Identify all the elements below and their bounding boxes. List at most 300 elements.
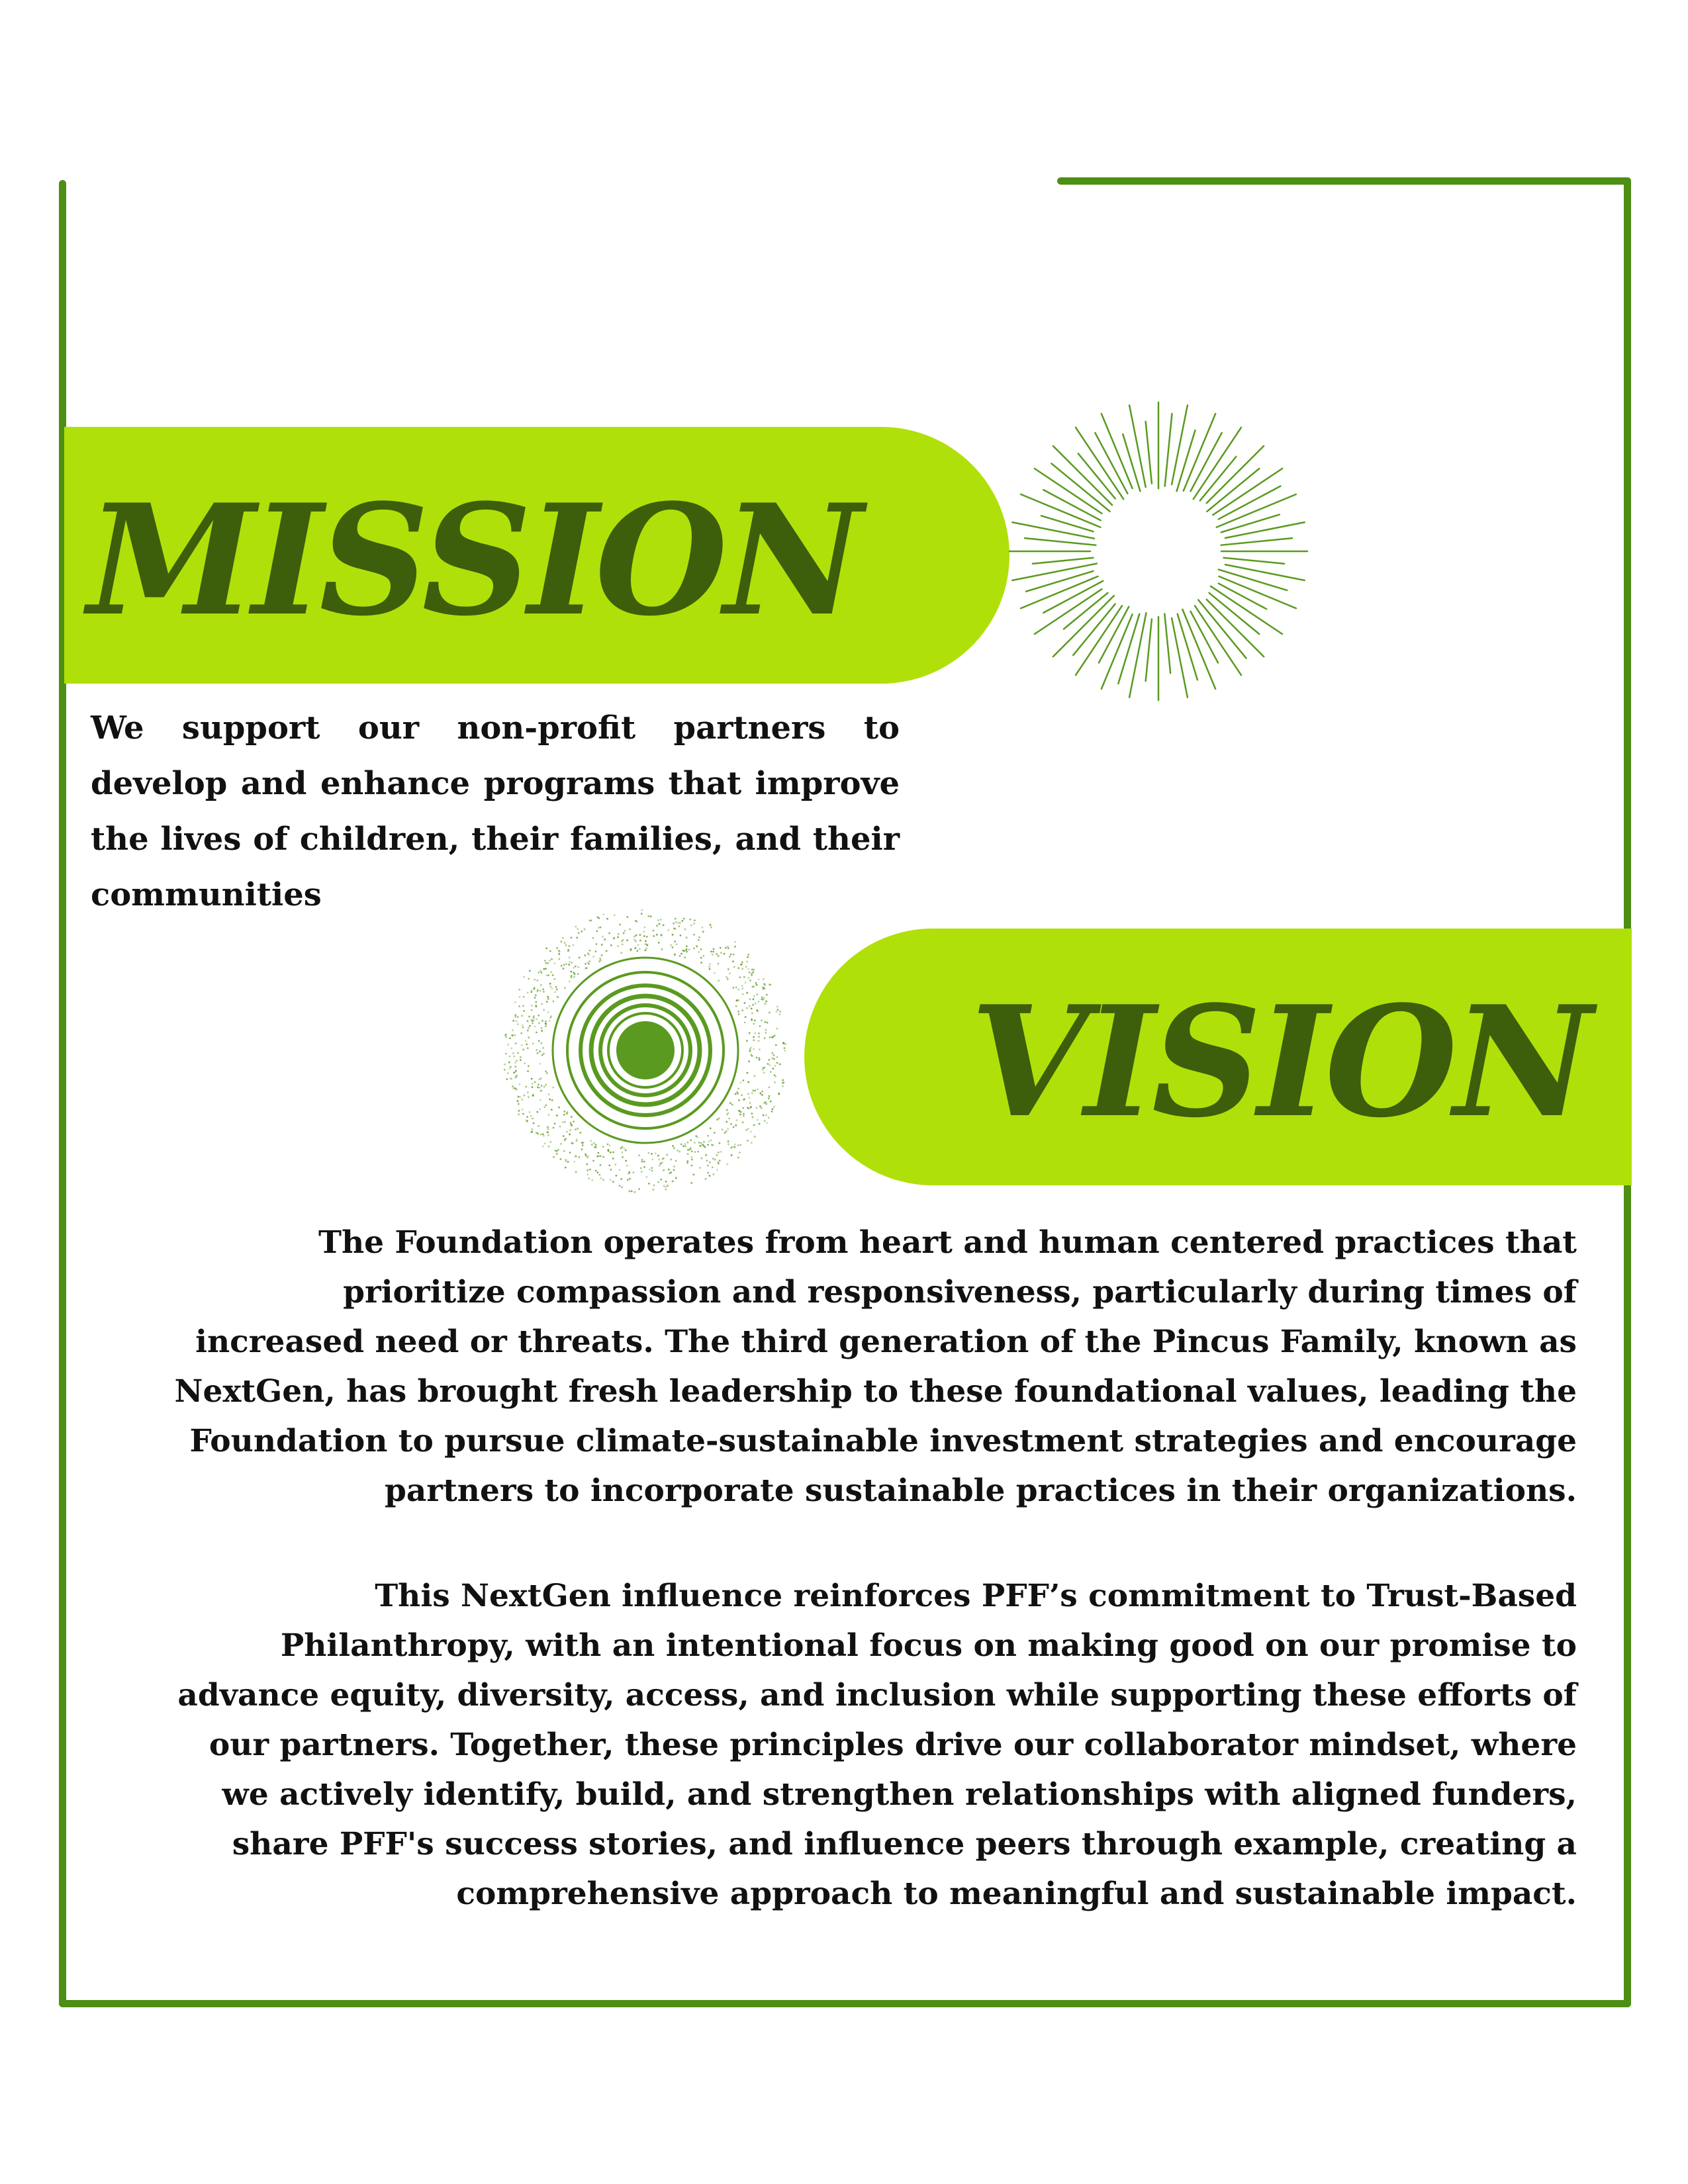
sunburst-ray bbox=[1012, 564, 1097, 580]
halo-dot bbox=[547, 1134, 549, 1136]
halo-dot bbox=[563, 1111, 565, 1113]
halo-dot bbox=[698, 1142, 700, 1144]
halo-dot bbox=[698, 951, 700, 953]
halo-dot bbox=[771, 1052, 773, 1054]
halo-dot bbox=[648, 1183, 650, 1185]
halo-dot bbox=[571, 1116, 573, 1118]
halo-dot bbox=[599, 927, 601, 929]
halo-dot bbox=[717, 1161, 719, 1163]
halo-dot bbox=[737, 1087, 739, 1089]
halo-dot bbox=[575, 1171, 577, 1173]
halo-dot bbox=[536, 1132, 538, 1134]
halo-dot bbox=[531, 1078, 533, 1080]
halo-dot bbox=[560, 940, 562, 942]
halo-dot bbox=[523, 1010, 525, 1012]
halo-dot bbox=[752, 1116, 754, 1118]
halo-dot bbox=[673, 1169, 675, 1171]
halo-dot bbox=[659, 1165, 661, 1167]
halo-dot bbox=[541, 1020, 543, 1022]
halo-dot bbox=[586, 967, 588, 969]
halo-dot bbox=[772, 1108, 774, 1110]
halo-dot bbox=[629, 1171, 631, 1173]
halo-dot bbox=[727, 1128, 729, 1130]
halo-dot bbox=[538, 1015, 539, 1017]
halo-dot bbox=[645, 948, 647, 950]
halo-dot bbox=[777, 1009, 779, 1011]
halo-dot bbox=[550, 971, 552, 973]
halo-dot bbox=[589, 919, 591, 921]
halo-dot bbox=[754, 1075, 756, 1077]
halo-dot bbox=[756, 1057, 758, 1059]
halo-dot bbox=[737, 1157, 739, 1159]
halo-dot bbox=[750, 1131, 752, 1133]
halo-dot bbox=[563, 1150, 565, 1152]
frame-top-border bbox=[1057, 177, 1631, 185]
sunburst-ray bbox=[1012, 522, 1094, 539]
halo-dot bbox=[665, 1181, 667, 1183]
halo-dot bbox=[577, 973, 579, 975]
halo-dot bbox=[527, 1020, 529, 1022]
halo-dot bbox=[643, 935, 645, 937]
halo-dot bbox=[541, 972, 543, 974]
halo-dot bbox=[746, 992, 748, 994]
halo-dot bbox=[737, 967, 739, 969]
halo-dot bbox=[779, 1011, 781, 1013]
halo-dot bbox=[545, 974, 547, 976]
halo-dot bbox=[769, 1086, 771, 1088]
halo-dot bbox=[559, 1126, 561, 1128]
halo-dot bbox=[539, 1077, 541, 1079]
halo-dot bbox=[672, 1181, 674, 1183]
halo-dot bbox=[526, 1044, 528, 1046]
halo-dot bbox=[674, 954, 676, 956]
halo-dot bbox=[749, 972, 751, 974]
halo-dot bbox=[516, 1021, 518, 1023]
sunburst-ray bbox=[1146, 619, 1152, 682]
halo-dot bbox=[558, 953, 560, 955]
halo-dot bbox=[656, 934, 658, 936]
halo-dot bbox=[579, 1132, 581, 1134]
halo-dot bbox=[629, 929, 631, 931]
halo-dot bbox=[564, 1121, 566, 1123]
halo-dot bbox=[737, 989, 739, 991]
halo-dot bbox=[707, 1172, 709, 1174]
halo-dot bbox=[577, 928, 579, 930]
halo-dot bbox=[751, 1142, 753, 1144]
halo-dot bbox=[686, 936, 688, 938]
halo-dot bbox=[713, 948, 715, 950]
halo-dot bbox=[709, 1161, 711, 1163]
halo-dot bbox=[711, 1144, 713, 1146]
halo-dot bbox=[556, 1153, 558, 1155]
halo-dot bbox=[548, 1114, 550, 1116]
halo-dot bbox=[571, 962, 573, 964]
halo-dot bbox=[655, 1152, 657, 1154]
halo-dot bbox=[622, 943, 624, 945]
halo-dot bbox=[519, 1096, 521, 1098]
halo-dot bbox=[707, 1135, 709, 1137]
halo-dot bbox=[757, 1119, 759, 1121]
halo-dot bbox=[762, 1069, 764, 1071]
halo-dot bbox=[513, 1056, 515, 1058]
halo-dot bbox=[641, 909, 643, 911]
halo-dot bbox=[576, 937, 578, 939]
halo-dot bbox=[536, 1032, 538, 1034]
halo-dot bbox=[527, 1047, 529, 1049]
halo-dot bbox=[718, 955, 720, 957]
halo-dot bbox=[640, 1167, 642, 1169]
halo-dot bbox=[613, 938, 615, 940]
halo-dot bbox=[675, 921, 677, 923]
halo-dot bbox=[693, 934, 695, 936]
halo-dot bbox=[609, 1144, 611, 1146]
halo-dot bbox=[690, 1147, 692, 1149]
halo-dot bbox=[525, 1040, 527, 1042]
halo-dot bbox=[749, 1032, 751, 1034]
halo-dot bbox=[602, 1146, 604, 1148]
halo-dot bbox=[706, 1160, 708, 1161]
halo-dot bbox=[705, 1178, 707, 1180]
sunburst-ray bbox=[1025, 538, 1096, 545]
halo-dot bbox=[543, 1053, 545, 1055]
halo-dot bbox=[586, 1163, 588, 1165]
halo-dot bbox=[676, 943, 678, 945]
halo-dot bbox=[643, 1161, 645, 1163]
halo-dot bbox=[673, 1148, 675, 1150]
halo-dot bbox=[571, 936, 573, 938]
halo-dot bbox=[769, 1036, 771, 1038]
halo-dot bbox=[660, 1179, 662, 1181]
halo-dot bbox=[657, 1155, 659, 1157]
halo-dot bbox=[739, 976, 741, 978]
halo-dot bbox=[526, 1120, 528, 1122]
halo-dot bbox=[553, 1127, 555, 1129]
halo-dot bbox=[531, 1009, 533, 1011]
halo-dot bbox=[696, 945, 698, 947]
halo-dot bbox=[752, 1089, 754, 1091]
halo-dot bbox=[694, 919, 696, 921]
halo-dot bbox=[729, 973, 731, 975]
halo-dot bbox=[784, 1043, 786, 1045]
halo-dot bbox=[550, 1015, 552, 1017]
halo-dot bbox=[541, 1054, 543, 1056]
halo-dot bbox=[665, 1186, 667, 1188]
halo-dot bbox=[515, 1076, 517, 1078]
halo-dot bbox=[540, 984, 542, 986]
halo-dot bbox=[708, 966, 710, 968]
halo-dot bbox=[547, 1126, 549, 1128]
halo-dot bbox=[686, 948, 688, 950]
halo-dot bbox=[745, 1129, 747, 1131]
halo-dot bbox=[602, 936, 604, 938]
halo-dot bbox=[566, 1131, 568, 1133]
halo-dot bbox=[702, 955, 704, 957]
halo-dot bbox=[637, 944, 639, 946]
halo-dot bbox=[569, 956, 571, 958]
halo-dot bbox=[546, 1131, 548, 1133]
halo-dot bbox=[763, 1115, 765, 1116]
halo-dot bbox=[641, 1159, 643, 1161]
halo-dot bbox=[741, 961, 743, 963]
halo-dot bbox=[627, 1179, 629, 1181]
halo-dot bbox=[522, 1005, 524, 1007]
halo-dot bbox=[588, 1177, 590, 1179]
halo-dot bbox=[527, 1030, 529, 1032]
halo-dot bbox=[539, 1087, 541, 1089]
halo-dot bbox=[567, 1111, 569, 1113]
halo-dot bbox=[586, 1169, 588, 1171]
halo-dot bbox=[518, 1096, 520, 1098]
halo-dot bbox=[686, 945, 688, 947]
halo-dot bbox=[740, 1111, 742, 1113]
sunburst-ray bbox=[1053, 446, 1112, 505]
halo-dot bbox=[764, 984, 766, 986]
halo-dot bbox=[538, 1040, 540, 1042]
halo-dot bbox=[545, 1021, 547, 1023]
halo-dot bbox=[512, 1052, 514, 1054]
halo-dot bbox=[651, 1170, 653, 1172]
halo-dot bbox=[700, 948, 702, 950]
halo-dot bbox=[710, 927, 712, 929]
sunburst-ray bbox=[1221, 538, 1292, 545]
vision-paragraph-2: This NextGen influence reinforces PFF’s commitment to Trust-Based Philanthropy, with an intentional focus on making good on our promise to advance equity, diversity, access, and inclusion while supporting these efforts of our partners. Together, these principles drive our collaborator mindset, where we actively identify, build, and strengthen relationships with aligned funders, share PFF's success stories, and influence peers through example, creating a comprehensive approach to meaningful and sustainable impact. bbox=[177, 1578, 1577, 1912]
halo-dot bbox=[656, 925, 658, 927]
halo-dot bbox=[600, 1177, 602, 1179]
halo-dot bbox=[619, 1169, 621, 1171]
halo-dot bbox=[574, 974, 576, 976]
halo-dot bbox=[680, 934, 682, 936]
halo-dot bbox=[534, 1081, 536, 1083]
halo-dot bbox=[751, 1013, 753, 1015]
halo-dot bbox=[597, 1152, 599, 1154]
halo-dot bbox=[652, 1189, 654, 1191]
halo-dot bbox=[755, 1003, 757, 1005]
halo-dot bbox=[567, 950, 569, 952]
halo-dot bbox=[641, 913, 643, 915]
halo-dot bbox=[767, 1063, 769, 1065]
halo-dot bbox=[577, 966, 579, 968]
halo-dot bbox=[505, 1053, 507, 1055]
halo-dot bbox=[738, 1099, 740, 1101]
halo-dot bbox=[754, 1019, 756, 1021]
halo-dot bbox=[595, 1146, 597, 1148]
halo-dot bbox=[507, 1044, 509, 1046]
halo-dot bbox=[588, 960, 590, 962]
halo-dot bbox=[638, 1188, 640, 1190]
halo-dot bbox=[724, 953, 726, 955]
halo-dot bbox=[733, 1126, 735, 1128]
halo-dot bbox=[755, 982, 757, 984]
halo-dot bbox=[727, 948, 729, 950]
halo-dot bbox=[644, 949, 646, 951]
halo-dot bbox=[542, 989, 544, 991]
halo-dot bbox=[753, 1048, 755, 1050]
halo-dot bbox=[677, 1150, 679, 1152]
halo-dot bbox=[544, 1142, 546, 1144]
halo-dot bbox=[778, 1093, 780, 1095]
halo-dot bbox=[549, 1141, 551, 1143]
halo-dot bbox=[536, 1005, 538, 1007]
halo-dot bbox=[610, 1179, 612, 1181]
halo-dot bbox=[508, 1062, 510, 1064]
halo-dot bbox=[740, 964, 742, 966]
halo-dot bbox=[748, 977, 750, 979]
halo-dot bbox=[570, 971, 572, 973]
halo-dot bbox=[747, 1140, 749, 1142]
halo-dot bbox=[651, 1153, 653, 1155]
halo-dot bbox=[751, 973, 753, 975]
halo-dot bbox=[530, 1019, 532, 1021]
halo-dot bbox=[772, 1068, 774, 1069]
halo-dot bbox=[677, 922, 679, 924]
halo-dot bbox=[596, 1156, 598, 1158]
halo-dot bbox=[549, 1099, 551, 1101]
halo-dot bbox=[532, 1042, 534, 1044]
halo-dot bbox=[764, 1003, 766, 1005]
halo-dot bbox=[767, 1022, 769, 1024]
halo-dot bbox=[743, 976, 745, 978]
halo-dot bbox=[779, 1064, 781, 1066]
halo-dot bbox=[547, 962, 549, 964]
halo-dot bbox=[720, 947, 722, 949]
halo-dot bbox=[727, 978, 729, 980]
halo-dot bbox=[573, 967, 575, 969]
halo-dot bbox=[599, 958, 601, 960]
halo-dot bbox=[532, 1118, 534, 1120]
halo-dot bbox=[517, 1023, 519, 1025]
halo-dot bbox=[771, 1058, 773, 1060]
halo-dot bbox=[635, 940, 637, 942]
halo-dot bbox=[563, 1114, 565, 1116]
halo-dot bbox=[697, 1151, 699, 1153]
halo-dot bbox=[554, 962, 556, 964]
halo-dot bbox=[575, 926, 577, 928]
halo-dot bbox=[698, 936, 700, 938]
halo-dot bbox=[724, 1132, 726, 1134]
halo-dot bbox=[541, 1027, 543, 1029]
halo-dot bbox=[549, 960, 551, 962]
halo-dot bbox=[736, 1119, 738, 1121]
halo-dot bbox=[771, 1111, 773, 1113]
halo-dot bbox=[643, 931, 645, 933]
halo-dot bbox=[719, 1160, 721, 1161]
halo-dot bbox=[714, 1132, 716, 1134]
halo-dot bbox=[633, 1191, 635, 1193]
halo-dot bbox=[775, 1044, 777, 1046]
halo-dot bbox=[678, 925, 680, 927]
halo-dot bbox=[733, 954, 735, 956]
halo-dot bbox=[548, 1093, 550, 1095]
halo-dot bbox=[763, 997, 765, 999]
halo-dot bbox=[773, 1106, 775, 1108]
halo-dot bbox=[693, 1173, 695, 1175]
halo-dot bbox=[680, 1144, 682, 1146]
halo-dot bbox=[712, 954, 714, 956]
halo-dot bbox=[555, 986, 557, 988]
halo-dot bbox=[770, 1071, 772, 1073]
halo-dot bbox=[542, 1047, 544, 1049]
halo-dot bbox=[756, 1009, 758, 1011]
halo-dot bbox=[778, 1013, 780, 1015]
halo-dot bbox=[606, 1144, 608, 1146]
halo-dot bbox=[753, 1036, 755, 1038]
halo-dot bbox=[589, 1169, 591, 1171]
halo-dot bbox=[573, 976, 575, 978]
halo-dot bbox=[690, 1156, 692, 1158]
halo-dot bbox=[560, 1143, 562, 1145]
halo-dot bbox=[561, 965, 563, 967]
halo-dot bbox=[776, 1062, 778, 1064]
halo-dot bbox=[634, 947, 636, 949]
halo-dot bbox=[653, 1184, 655, 1186]
sunburst-ray bbox=[1033, 558, 1094, 564]
sunburst-ray bbox=[1198, 600, 1246, 658]
frame-bottom-border bbox=[59, 2000, 1631, 2007]
halo-dot bbox=[698, 939, 700, 941]
sunburst-ray bbox=[1129, 613, 1146, 698]
halo-dot bbox=[714, 972, 716, 974]
sunburst-ray bbox=[1225, 565, 1305, 580]
halo-dot bbox=[729, 956, 731, 958]
halo-dot bbox=[758, 1032, 760, 1034]
sunburst-ray bbox=[1165, 414, 1172, 486]
halo-dot bbox=[753, 985, 755, 987]
halo-dot bbox=[624, 930, 626, 932]
halo-dot bbox=[512, 1087, 514, 1089]
halo-dot bbox=[735, 987, 737, 989]
halo-dot bbox=[639, 948, 641, 950]
halo-dot bbox=[564, 1139, 566, 1141]
halo-dot bbox=[782, 1079, 784, 1081]
halo-dot bbox=[673, 923, 675, 925]
sunburst-ray bbox=[1164, 614, 1170, 674]
halo-dot bbox=[743, 1098, 745, 1100]
halo-dot bbox=[515, 1042, 517, 1044]
halo-dot bbox=[735, 1093, 737, 1095]
halo-dot bbox=[638, 1154, 640, 1156]
halo-dot bbox=[686, 951, 688, 953]
halo-dot bbox=[713, 1173, 715, 1175]
sunburst-ray bbox=[1129, 405, 1146, 487]
halo-dot bbox=[539, 1050, 541, 1052]
halo-dot bbox=[754, 1089, 756, 1091]
halo-dot bbox=[539, 1099, 541, 1101]
halo-dot bbox=[687, 1149, 689, 1151]
halo-dot bbox=[529, 1025, 531, 1027]
halo-dot bbox=[514, 1034, 516, 1036]
halo-dot bbox=[739, 1114, 741, 1116]
halo-dot bbox=[751, 1007, 753, 1009]
halo-dot bbox=[572, 944, 574, 946]
halo-dot bbox=[556, 1115, 558, 1116]
halo-dot bbox=[680, 953, 682, 955]
halo-dot bbox=[573, 972, 575, 974]
halo-dot bbox=[554, 991, 556, 993]
halo-dot bbox=[695, 1135, 697, 1137]
halo-dot bbox=[764, 1021, 766, 1023]
halo-dot bbox=[765, 1001, 767, 1003]
halo-dot bbox=[622, 1152, 624, 1154]
halo-dot bbox=[738, 1013, 740, 1015]
halo-dot bbox=[521, 1044, 523, 1046]
halo-dot bbox=[618, 933, 620, 935]
halo-dot bbox=[564, 942, 566, 944]
halo-dot bbox=[753, 995, 755, 997]
halo-dot bbox=[710, 1128, 712, 1130]
halo-dot bbox=[708, 1140, 710, 1142]
halo-dot bbox=[585, 963, 586, 965]
halo-dot bbox=[758, 1001, 760, 1003]
